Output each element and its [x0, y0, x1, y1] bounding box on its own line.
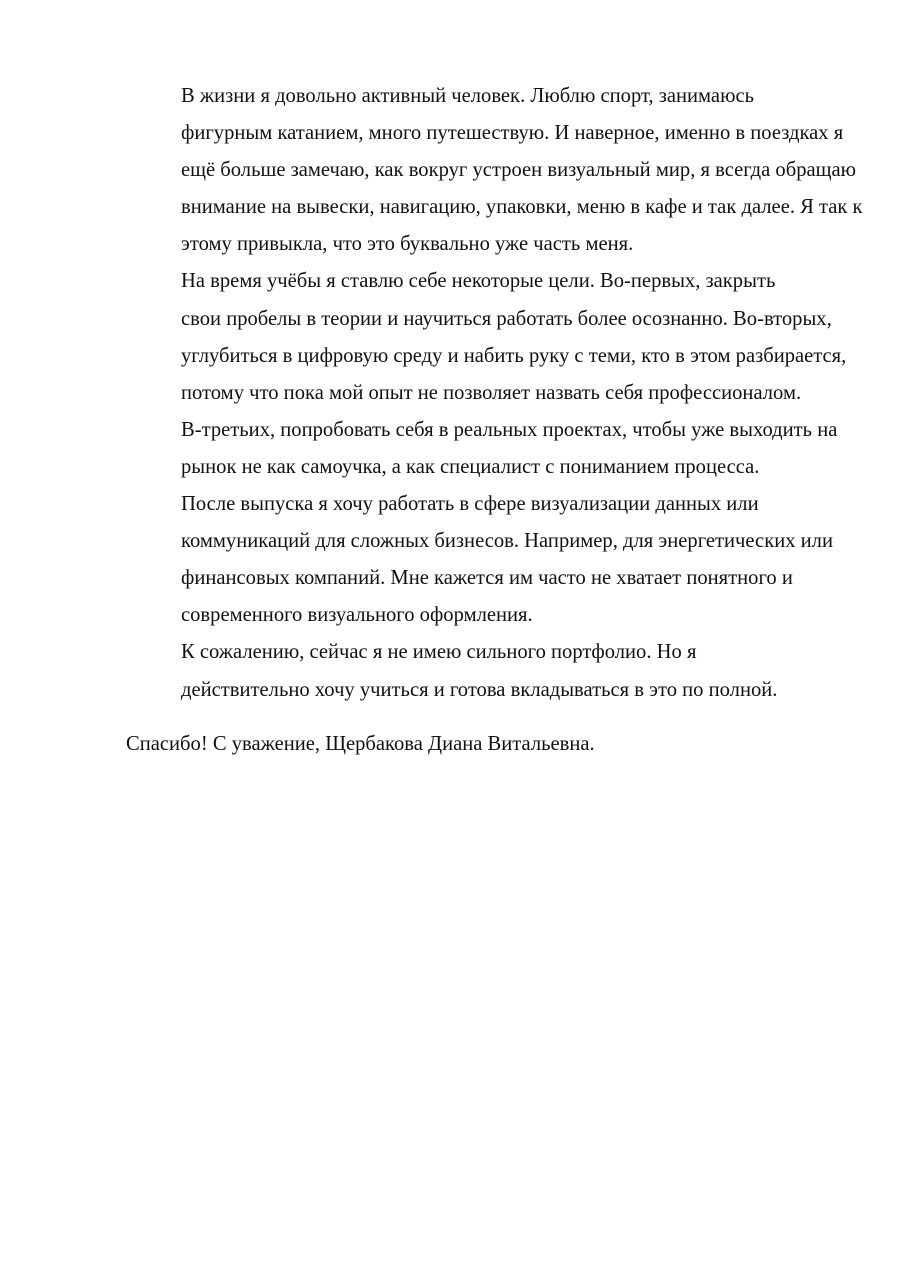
document-body: [126, 78, 863, 763]
paragraph-hobbies: [126, 78, 863, 263]
text-line: На время учёбы я ставлю себе некоторые цели. Во-первых, закрыть: [181, 270, 776, 293]
text-line: внимание на вывески, навигацию, упаковки, меню в кафе и так далее. Я так к: [181, 196, 863, 219]
text-line: современного визуального оформления.: [181, 604, 533, 627]
paragraph-study-goals: [126, 263, 847, 486]
text-line: действительно хочу учиться и готова вкладываться в это по полной.: [181, 678, 778, 701]
text-line: После выпуска я хочу работать в сфере визуализации данных или: [181, 493, 759, 516]
closing-signature: Спасибо! С уважение, Щербакова Диана Витальевна.: [126, 732, 595, 755]
text-line: финансовых компаний. Мне кажется им часто не хватает понятного и: [181, 567, 793, 590]
paragraph-portfolio: [126, 634, 838, 708]
text-line: этому привыкла, что это буквально уже часть меня.: [181, 233, 634, 256]
text-line: К сожалению, сейчас я не имею сильного портфолио. Но я: [181, 641, 697, 664]
text-line: свои пробелы в теории и научиться работать более осознанно. Во-вторых,: [181, 307, 832, 330]
text-line: рынок не как самоучка, а как специалист с пониманием процесса.: [181, 455, 760, 478]
paragraph-career-plans: [126, 486, 838, 634]
text-line: углубиться в цифровую среду и набить руку с теми, кто в этом разбирается,: [181, 344, 847, 367]
text-line: В-третьих, попробовать себя в реальных проектах, чтобы уже выходить на: [181, 418, 838, 441]
text-line: В жизни я довольно активный человек. Люблю спорт, занимаюсь: [181, 85, 754, 107]
text-line: ещё больше замечаю, как вокруг устроен визуальный мир, я всегда обращаю: [181, 159, 857, 182]
text-line: коммуникаций для сложных бизнесов. Например, для энергетических или: [181, 530, 833, 553]
text-line: фигурным катанием, много путешествую. И наверное, именно в поездках я: [181, 122, 844, 145]
text-line: потому что пока мой опыт не позволяет назвать себя профессионалом.: [181, 381, 802, 404]
